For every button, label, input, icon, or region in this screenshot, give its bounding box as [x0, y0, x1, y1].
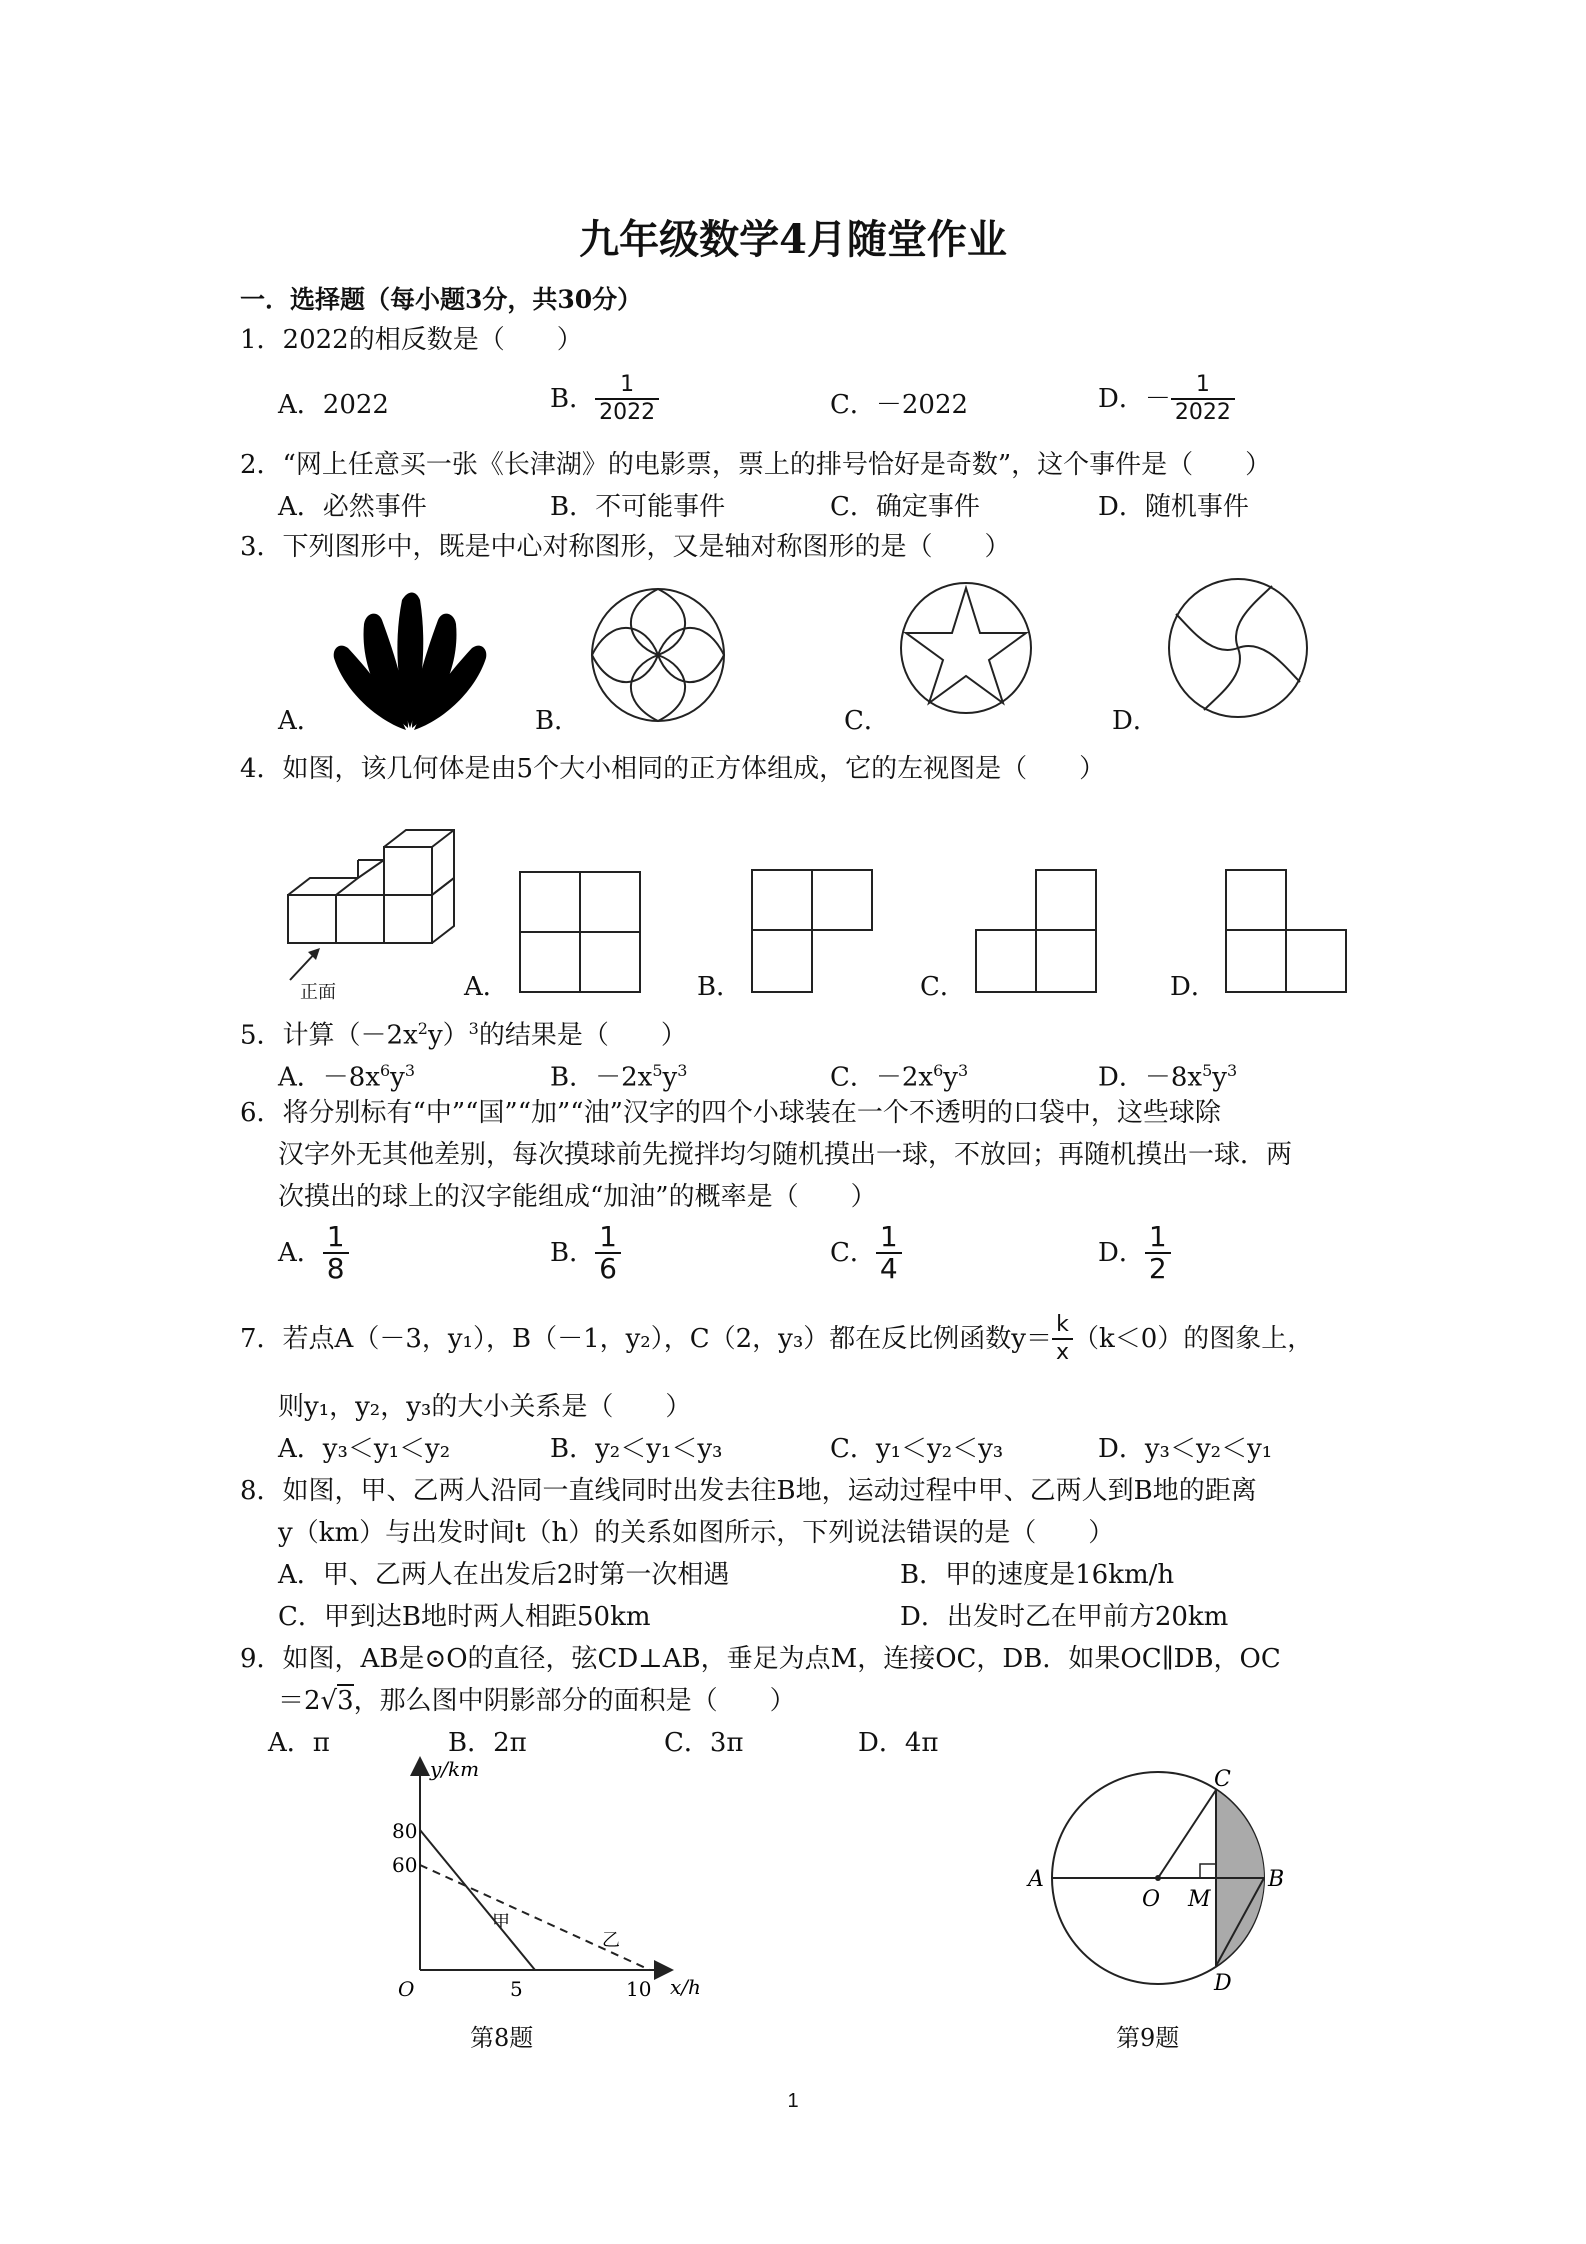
svg-text:M: M	[1188, 1887, 1211, 1912]
front-label: 正面	[300, 982, 336, 1000]
q8-option-d: D．出发时乙在甲前方20km	[900, 1602, 1229, 1632]
q9-line2: ＝2√3，那么图中阴影部分的面积是（ ）	[278, 1686, 796, 1716]
q4-option-d: D．	[1170, 972, 1217, 1002]
q2-option-b: B．不可能事件	[550, 492, 726, 522]
q1-option-d: D．－ $\frac{1}{2022}$	[1098, 372, 1235, 426]
q5-option-c: C．$-2x^6y^3$	[830, 1061, 969, 1093]
svg-text:A: A	[1028, 1867, 1044, 1892]
q6-line2: 汉字外无其他差别，每次摸球前先搅拌均匀随机摸出一球，不放回；再随机摸出一球．两	[278, 1140, 1293, 1170]
q7-option-d: D．y₃＜y₂＜y₁	[1098, 1434, 1273, 1464]
q2-stem: 2．“网上任意买一张《长津湖》的电影票，票上的排号恰好是奇数”，这个事件是（ ）	[240, 450, 1272, 480]
fig9-circle-figure	[1020, 1760, 1300, 2000]
q9-option-d: D．4π	[858, 1728, 939, 1758]
section-heading: 一．选择题（每小题3分，共30分）	[240, 285, 643, 314]
fig8-xtick-5: 5	[510, 1977, 523, 2001]
q4-stem: 4．如图，该几何体是由5个大小相同的正方体组成，它的左视图是（ ）	[240, 754, 1106, 784]
q6-option-a: A． $\frac{1}{8}$	[278, 1222, 349, 1284]
q4-view-d	[1224, 868, 1348, 994]
q4-view-b	[750, 868, 874, 994]
svg-text:D: D	[1214, 1971, 1232, 1996]
fig8-origin: O	[398, 1977, 415, 2001]
fig8-series-line-2	[420, 1865, 650, 1970]
q4-option-c: C．	[920, 972, 966, 1002]
q4-option-b: B．	[697, 972, 743, 1002]
svg-text:B: B	[1268, 1867, 1285, 1892]
q6-option-b: B． $\frac{1}{6}$	[550, 1222, 621, 1284]
q7-line2: 则y₁，y₂，y₃的大小关系是（ ）	[278, 1392, 692, 1422]
q7-option-a: A．y₃＜y₁＜y₂	[278, 1434, 451, 1464]
q6-option-d: D． $\frac{1}{2}$	[1098, 1222, 1171, 1284]
q5-option-b: B．$-2x^5y^3$	[550, 1061, 688, 1093]
q5-option-d: D．$-8x^5y^3$	[1098, 1061, 1238, 1093]
fig9-caption: 第9题	[1116, 2024, 1180, 2052]
page-number: 1	[787, 2090, 799, 2112]
q1-option-b: B． $\frac{1}{2022}$	[550, 372, 659, 426]
q4-view-c	[974, 868, 1098, 994]
q2-option-d: D．随机事件	[1098, 492, 1249, 522]
q3-option-c: C．	[844, 706, 890, 736]
q3-figure-b	[588, 585, 728, 725]
q3-option-b: B．	[535, 706, 581, 736]
fig8-caption: 第8题	[470, 2024, 534, 2052]
q9-option-c: C．3π	[664, 1728, 744, 1758]
fig8-xtick-10: 10	[626, 1977, 652, 2001]
q6-line3: 次摸出的球上的汉字能组成“加油”的概率是（ ）	[278, 1182, 877, 1212]
q7-option-b: B．y₂＜y₁＜y₃	[550, 1434, 723, 1464]
fig8-label-yi: 乙	[602, 1930, 620, 1951]
page-title: 九年级数学4月随堂作业	[579, 216, 1007, 263]
fig8-label-jia: 甲	[492, 1912, 510, 1933]
fig8-series-line-1	[420, 1830, 535, 1970]
q3-option-d: D．	[1112, 706, 1159, 736]
q3-stem: 3．下列图形中，既是中心对称图形，又是轴对称图形的是（ ）	[240, 532, 1011, 562]
q9-option-a: A．π	[268, 1728, 330, 1758]
fig8-xlabel: x/h	[670, 1975, 701, 1999]
q8-line2: y（km）与出发时间t（h）的关系如图所示，下列说法错误的是（ ）	[278, 1518, 1115, 1548]
q4-view-a	[518, 870, 642, 994]
q6-option-c: C． $\frac{1}{4}$	[830, 1222, 902, 1284]
fig8-ytick-60: 60	[392, 1853, 418, 1877]
q8-option-c: C．甲到达B地时两人相距50km	[278, 1602, 651, 1632]
q1-stem: 1．2022的相反数是（ ）	[240, 325, 583, 355]
q3-figure-d	[1166, 576, 1310, 720]
q9-option-b: B．2π	[448, 1728, 527, 1758]
fig8-ylabel: y/km	[430, 1757, 480, 1781]
fig8-graph	[380, 1750, 720, 2020]
q1-option-c: C．－2022	[830, 390, 969, 420]
fig8-ytick-80: 80	[392, 1819, 418, 1843]
q3-figure-c	[898, 578, 1034, 718]
q8-option-b: B．甲的速度是16km/h	[900, 1560, 1175, 1590]
q2-option-a: A．必然事件	[278, 492, 427, 522]
q6-line1: 6．将分别标有“中”“国”“加”“油”汉字的四个小球装在一个不透明的口袋中，这些球除	[240, 1098, 1221, 1128]
q5-stem: 5．计算$(-2x^2y)^3$的结果是（ ）	[240, 1019, 687, 1051]
q5-option-a: A．$-8x^6y^3$	[278, 1061, 416, 1093]
q9-line1: 9．如图，AB是⊙O的直径，弦CD⊥AB，垂足为点M，连接OC，DB．如果OC∥DB，OC	[240, 1644, 1281, 1674]
svg-text:O: O	[1142, 1887, 1161, 1912]
q3-figure-a	[330, 590, 490, 730]
q7-option-c: C．y₁＜y₂＜y₃	[830, 1434, 1004, 1464]
q3-option-a: A．	[278, 706, 323, 736]
q4-option-a: A．	[464, 972, 509, 1002]
q1-option-a: A．2022	[278, 390, 389, 420]
q2-option-c: C．确定事件	[830, 492, 980, 522]
svg-text:C: C	[1214, 1767, 1231, 1792]
q4-solid-figure	[280, 800, 460, 1000]
q8-line1: 8．如图，甲、乙两人沿同一直线同时出发去往B地，运动过程中甲、乙两人到B地的距离	[240, 1476, 1257, 1506]
q7-line1: 7．若点A（－3，y₁），B（－1，y₂），C（2，y₃）都在反比例函数y＝ $\frac{k}{x}$ （k＜0）的图象上，	[240, 1312, 1314, 1365]
q8-option-a: A．甲、乙两人在出发后2时第一次相遇	[278, 1560, 730, 1590]
